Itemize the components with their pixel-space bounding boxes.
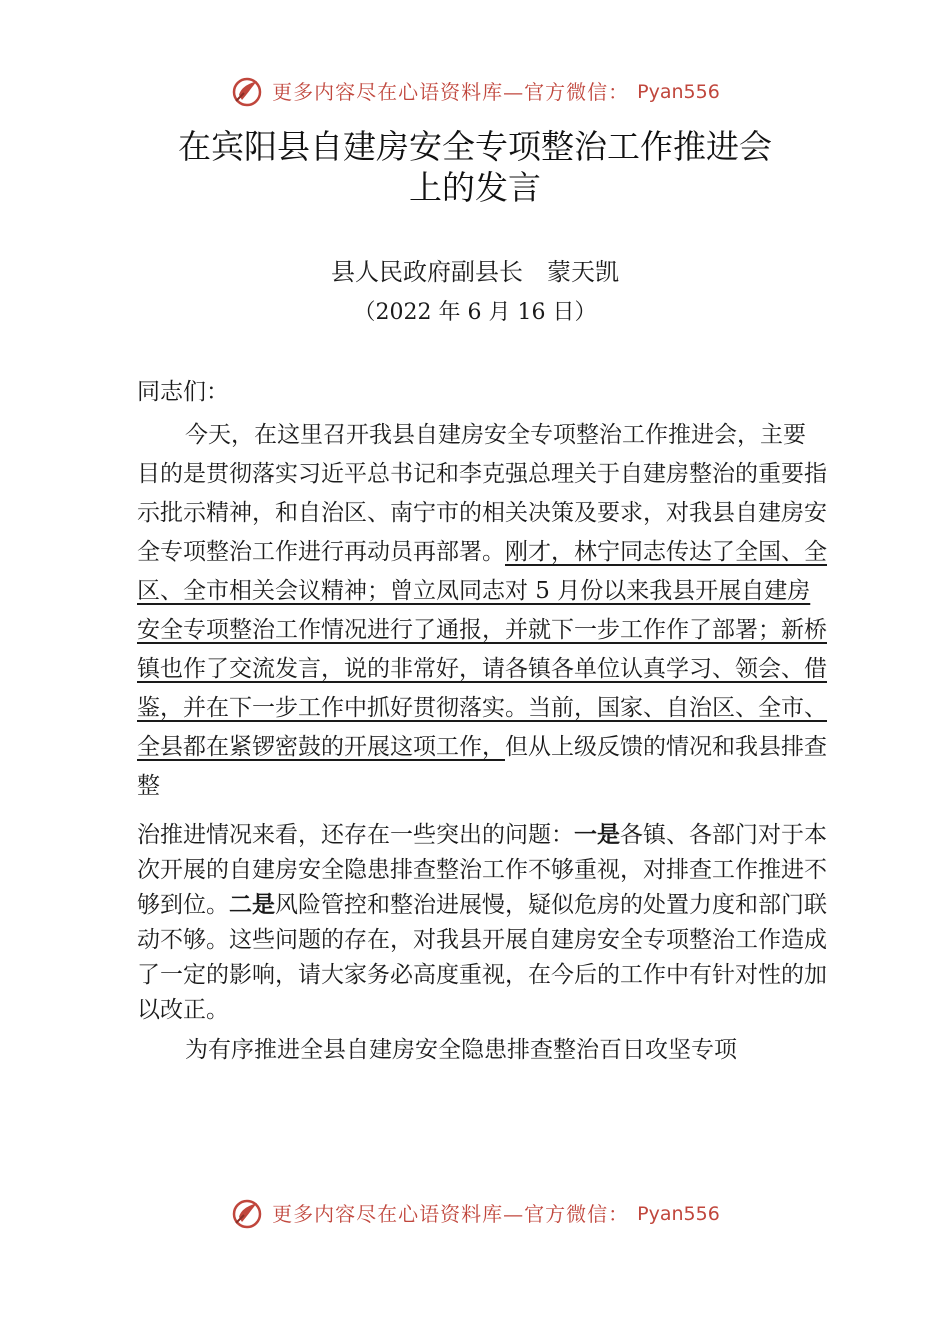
point-two-label: 二是 <box>229 892 275 918</box>
speech-date: （2022 年 6 月 16 日） <box>353 300 597 325</box>
title-line-1: 在宾阳县自建房安全专项整治工作推进会 <box>178 127 772 166</box>
watermark-header <box>0 72 950 112</box>
paragraph-1-intro: 今天，在这里召开我县自建房安全专项整治工作推进会，主要目的是贯彻落实习近平总书记和李克强总理关于自建房整治的重要指示批示精神，和自治区、南宁市的相关决策及要求，对我县自建房安全专项整治工作进行再动员再部署。 <box>137 422 827 565</box>
title-line-2: 上的发言 <box>409 168 541 207</box>
watermark-text: 更多内容尽在心语资料库—官方微信： <box>272 1202 630 1226</box>
watermark-footer <box>0 1194 950 1234</box>
paragraph-3: 为有序推进全县自建房安全隐患排查整治百日攻坚专项 <box>185 1037 737 1063</box>
point-two-text: 风险管控和整治进展慢，疑似危房的处置力度和部门联动不够。这些问题的存在，对我县开展自建房安全专项整治工作造成了一定的影响，请大家务必高度重视，在今后的工作中有针对性的加以改正。 <box>137 892 827 1023</box>
salutation: 同志们： <box>137 379 229 405</box>
paragraph-1 <box>137 416 827 806</box>
speaker-line: 县人民政府副县长 蒙天凯 <box>331 258 619 286</box>
paragraph-2 <box>137 818 827 1028</box>
paragraph-2-intro: 治推进情况来看，还存在一些突出的问题： <box>137 822 574 848</box>
xinyu-logo-icon <box>230 75 264 109</box>
watermark-wechat-id: Pyan556 <box>637 81 720 103</box>
point-one-label: 一是 <box>574 822 620 848</box>
paragraph-1-tail: 但从上级反馈的情况和我县排查整 <box>137 734 827 799</box>
document-title <box>0 126 950 208</box>
watermark-text: 更多内容尽在心语资料库—官方微信： <box>272 80 630 104</box>
watermark-wechat-id: Pyan556 <box>637 1203 720 1225</box>
paragraph-1-underlined: 刚才，林宁同志传达了全国、全区、全市相关会议精神；曾立凤同志对 5 月份以来我县开展自建房安全专项整治工作情况进行了通报，并就下一步工作作了部署；新桥镇也作了交流发言，说的非常好，请各镇各单位认真学习、领会、借鉴，并在下一步工作中抓好贯彻落实。当前，国家、自治区、全市、全县都在紧锣密鼓的开展这项工作， <box>137 539 827 760</box>
point-one-text: 各镇、各部门对于本次开展的自建房安全隐患排查整治工作不够重视，对排查工作推进不够到位。 <box>137 822 827 918</box>
xinyu-logo-icon <box>230 1197 264 1231</box>
